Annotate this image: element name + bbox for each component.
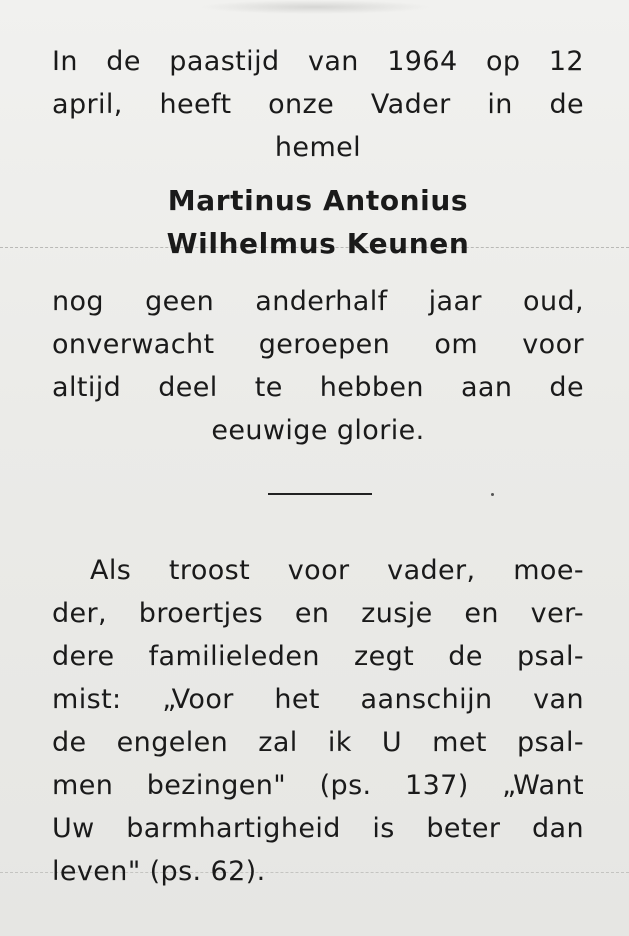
intro-paragraph xyxy=(52,40,584,169)
paper-speck xyxy=(491,493,494,496)
message-line-1: nog geen anderhalf jaar oud, xyxy=(52,286,584,317)
message-line-4: eeuwige glorie. xyxy=(211,415,425,446)
intro-line-1: In de paastijd van 1964 op 12 xyxy=(52,46,584,77)
deceased-name-line-2: Wilhelmus Keunen xyxy=(166,227,470,260)
consolation-line-4: mist: „Voor het aanschijn van xyxy=(52,684,584,715)
consolation-line-2: der, broertjes en zusje en ver- xyxy=(52,598,584,629)
paper-shadow xyxy=(200,0,430,14)
consolation-line-3: dere familieleden zegt de psal- xyxy=(52,641,584,672)
section-divider xyxy=(268,493,372,495)
message-line-3: altijd deel te hebben aan de xyxy=(52,372,584,403)
intro-line-2: april, heeft onze Vader in de xyxy=(52,89,584,120)
message-line-2: onverwacht geroepen om voor xyxy=(52,329,584,360)
consolation-line-1: Als troost voor vader, moe- xyxy=(90,555,584,586)
consolation-paragraph xyxy=(52,549,584,893)
deceased-name-line-1: Martinus Antonius xyxy=(167,184,469,217)
consolation-line-6: men bezingen" (ps. 137) „Want xyxy=(52,770,584,801)
intro-line-3: hemel xyxy=(274,132,362,163)
message-paragraph xyxy=(52,280,584,452)
consolation-line-8: leven" (ps. 62). xyxy=(52,856,266,887)
consolation-line-7: Uw barmhartigheid is beter dan xyxy=(52,813,584,844)
consolation-line-5: de engelen zal ik U met psal- xyxy=(52,727,584,758)
